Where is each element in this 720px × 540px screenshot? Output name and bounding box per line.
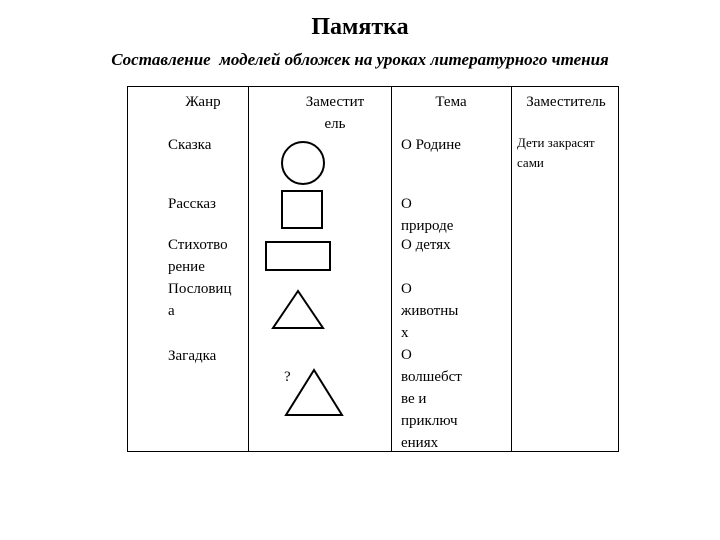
- genre-riddle: Загадка: [168, 348, 217, 364]
- theme-magic: О волшебст ве и приключ ениях: [401, 347, 462, 451]
- genre-proverb: Пословиц а: [168, 281, 232, 319]
- header-theme: Тема: [435, 94, 467, 110]
- theme-nature: О природе: [401, 196, 454, 234]
- page-subtitle: Составление моделей обложек на уроках литературного чтения: [111, 50, 609, 69]
- substitute-note: Дети закрасят сами: [517, 135, 595, 170]
- riddle-question-mark: ?: [284, 369, 291, 385]
- triangle-icon: [286, 370, 342, 415]
- header-substitute-2: Заместитель: [526, 94, 606, 110]
- theme-motherland: О Родине: [401, 137, 461, 153]
- substitute-shapes: [128, 87, 618, 451]
- genre-fairy-tale: Сказка: [168, 137, 212, 153]
- theme-animals: О животны х: [401, 281, 459, 341]
- triangle-icon: [273, 291, 323, 328]
- square-icon: [282, 191, 322, 228]
- header-substitute: Заместит ель: [305, 94, 365, 132]
- page-title: Памятка: [311, 14, 409, 40]
- theme-children: О детях: [401, 237, 451, 253]
- circle-icon: [282, 142, 324, 184]
- rectangle-icon: [266, 242, 330, 270]
- models-table: [127, 86, 619, 452]
- header-genre: Жанр: [185, 94, 221, 110]
- genre-story: Рассказ: [168, 196, 216, 212]
- genre-poem: Стихотво рение: [168, 237, 228, 275]
